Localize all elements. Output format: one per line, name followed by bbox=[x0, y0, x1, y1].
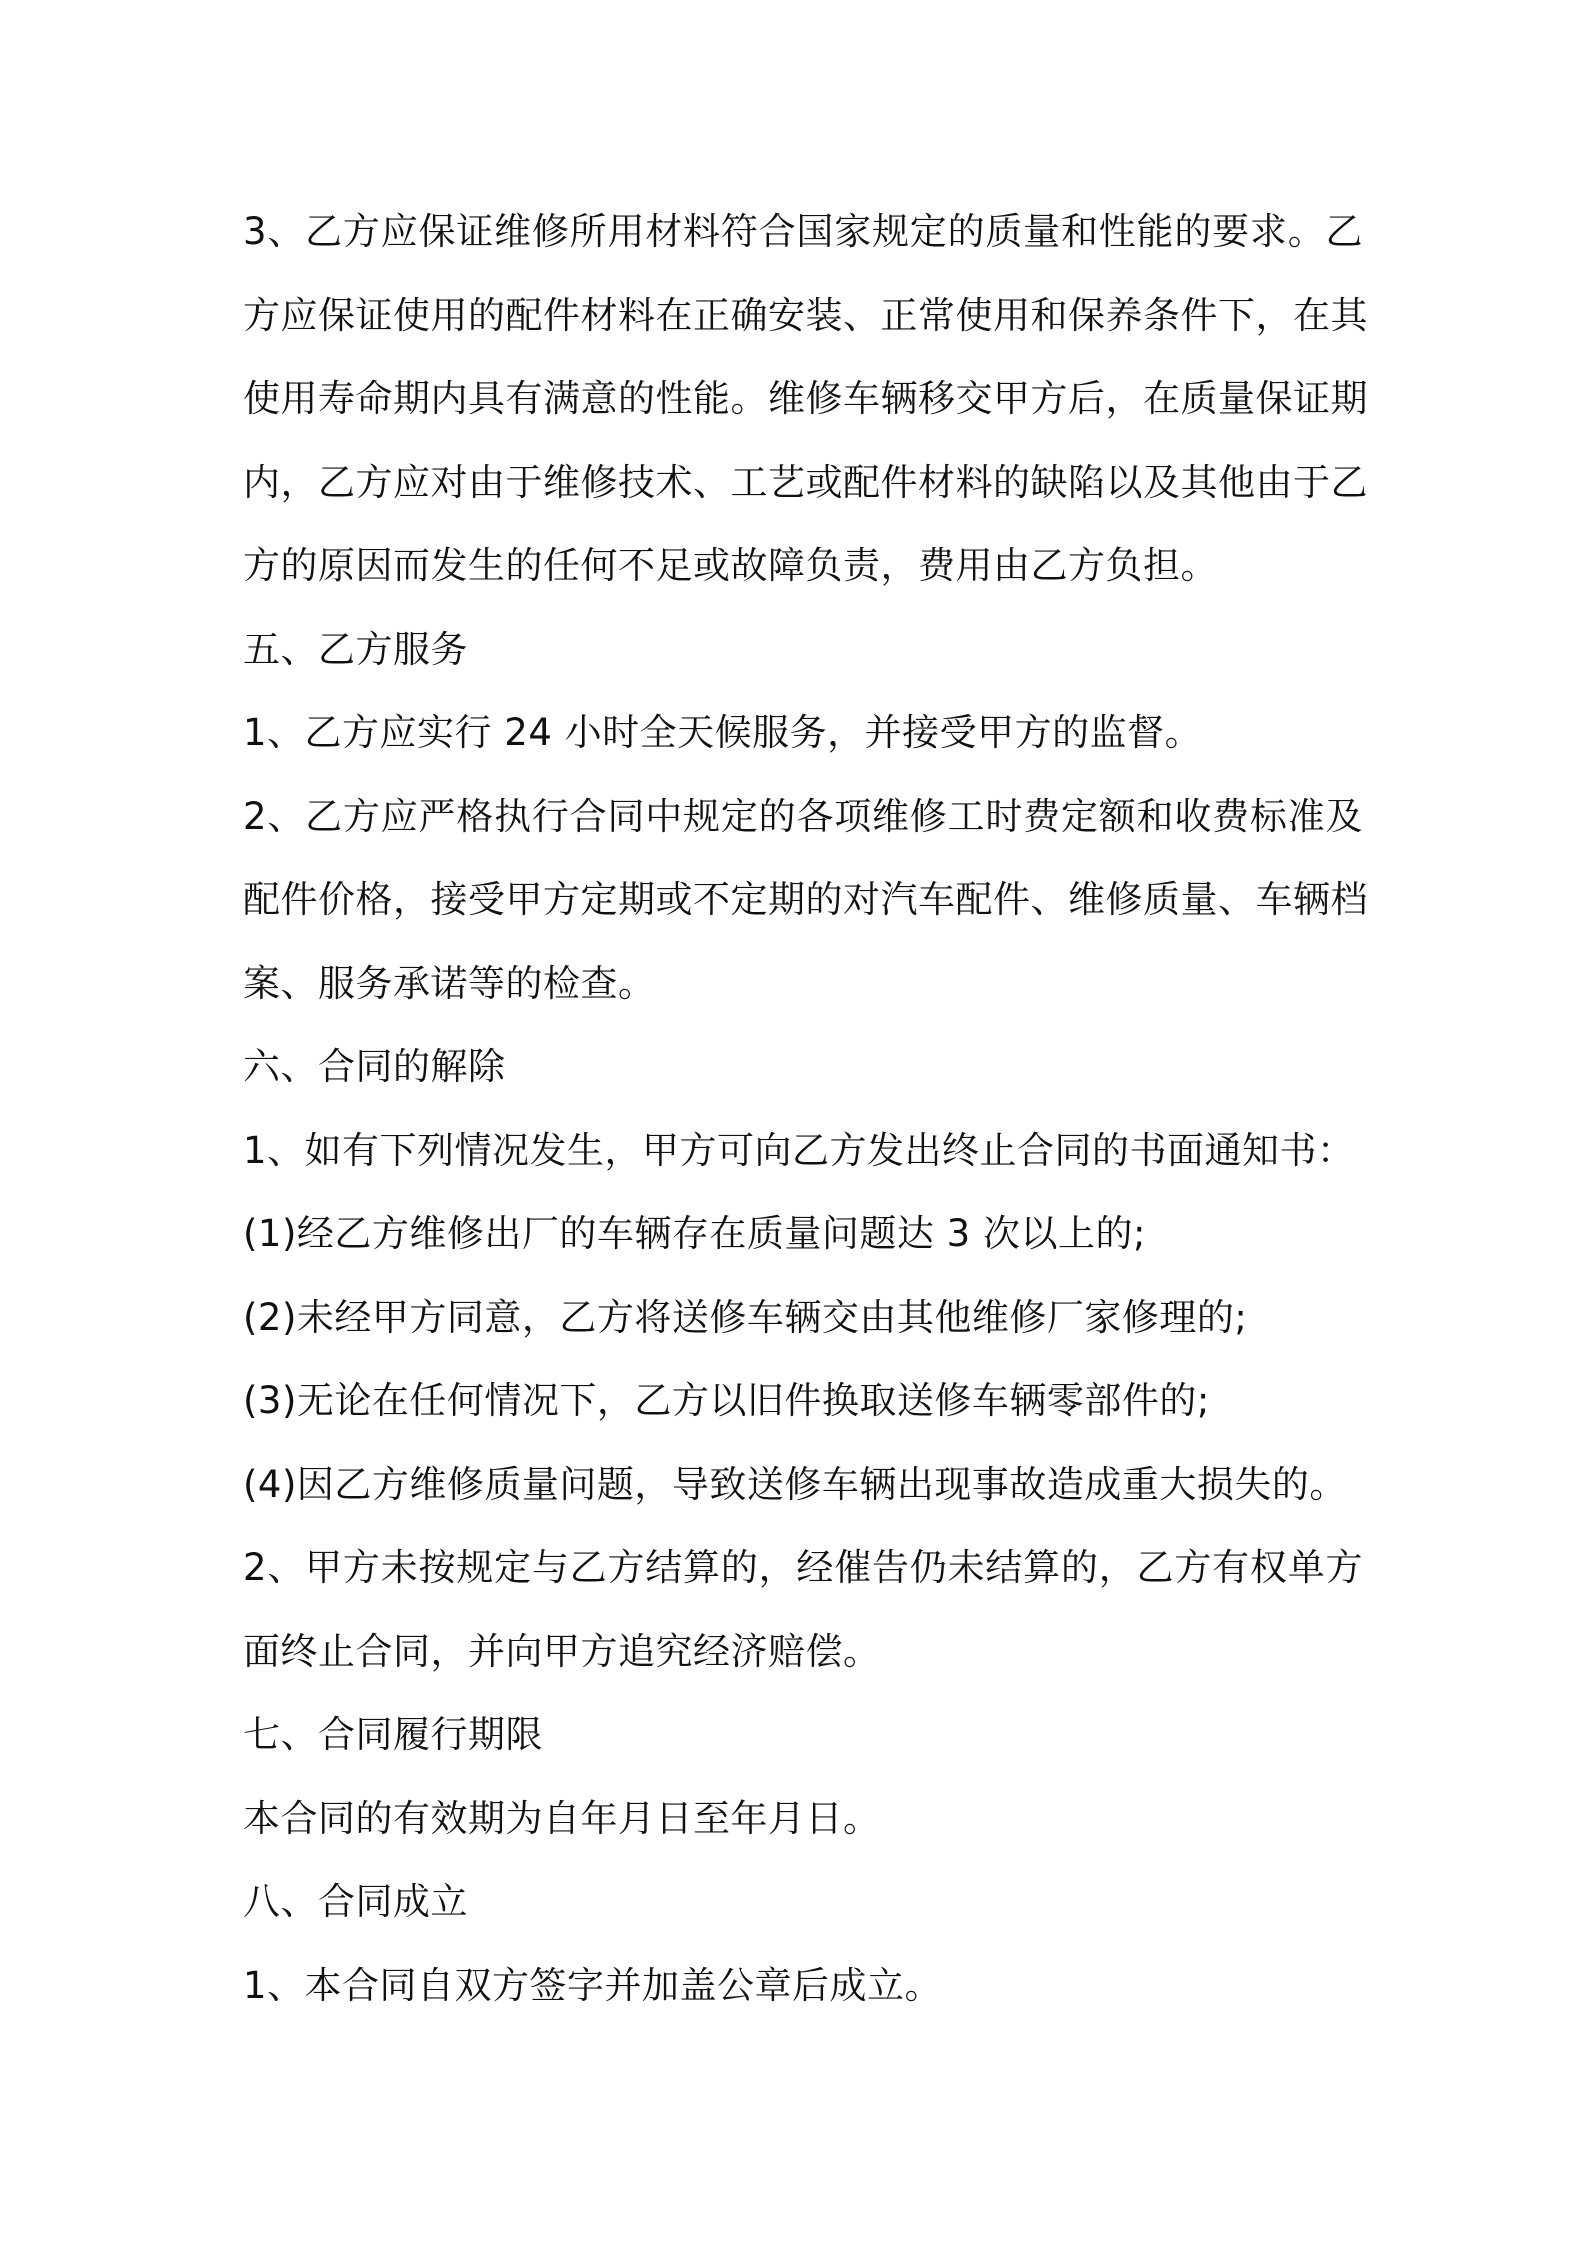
paragraph-line: 1、如有下列情况发生，甲方可向乙方发出终止合同的书面通知书： bbox=[243, 1128, 1355, 1172]
paragraph-line: 使用寿命期内具有满意的性能。维修车辆移交甲方后，在质量保证期 bbox=[243, 377, 1368, 420]
paragraph-line: 案、服务承诺等的检查。 bbox=[243, 961, 656, 1005]
section-heading: 五、乙方服务 bbox=[243, 627, 468, 671]
paragraph-line: 方应保证使用的配件材料在正确安装、正常使用和保养条件下，在其 bbox=[243, 293, 1368, 337]
list-item: (3)无论在任何情况下，乙方以旧件换取送修车辆零部件的; bbox=[243, 1379, 1210, 1422]
section-heading: 六、合同的解除 bbox=[243, 1045, 506, 1088]
paragraph-line: 3、乙方应保证维修所用材料符合国家规定的质量和性能的要求。乙 bbox=[243, 210, 1363, 253]
section-heading: 七、合同履行期限 bbox=[243, 1713, 543, 1756]
list-item: (2)未经甲方同意，乙方将送修车辆交由其他维修厂家修理的; bbox=[243, 1295, 1248, 1339]
document-body bbox=[243, 190, 1368, 2027]
paragraph-line: 配件价格，接受甲方定期或不定期的对汽车配件、维修质量、车辆档 bbox=[243, 878, 1368, 921]
paragraph-line: 1、乙方应实行 24 小时全天候服务，并接受甲方的监督。 bbox=[243, 711, 1203, 754]
paragraph-line: 面终止合同，并向甲方追究经济赔偿。 bbox=[243, 1629, 881, 1673]
paragraph-line: 2、乙方应严格执行合同中规定的各项维修工时费定额和收费标准及 bbox=[243, 794, 1363, 838]
paragraph-line: 1、本合同自双方签字并加盖公章后成立。 bbox=[243, 1963, 943, 2007]
list-item: (4)因乙方维修质量问题，导致送修车辆出现事故造成重大损失的。 bbox=[243, 1462, 1347, 1506]
paragraph-line: 方的原因而发生的任何不足或故障负责，费用由乙方负担。 bbox=[243, 544, 1218, 587]
paragraph-line: 2、甲方未按规定与乙方结算的，经催告仍未结算的，乙方有权单方 bbox=[243, 1546, 1363, 1589]
section-heading: 八、合同成立 bbox=[243, 1880, 468, 1923]
paragraph-line: 内，乙方应对由于维修技术、工艺或配件材料的缺陷以及其他由于乙 bbox=[243, 460, 1368, 504]
list-item: (1)经乙方维修出厂的车辆存在质量问题达 3 次以上的; bbox=[243, 1212, 1146, 1255]
paragraph-line: 本合同的有效期为自年月日至年月日。 bbox=[243, 1796, 881, 1840]
